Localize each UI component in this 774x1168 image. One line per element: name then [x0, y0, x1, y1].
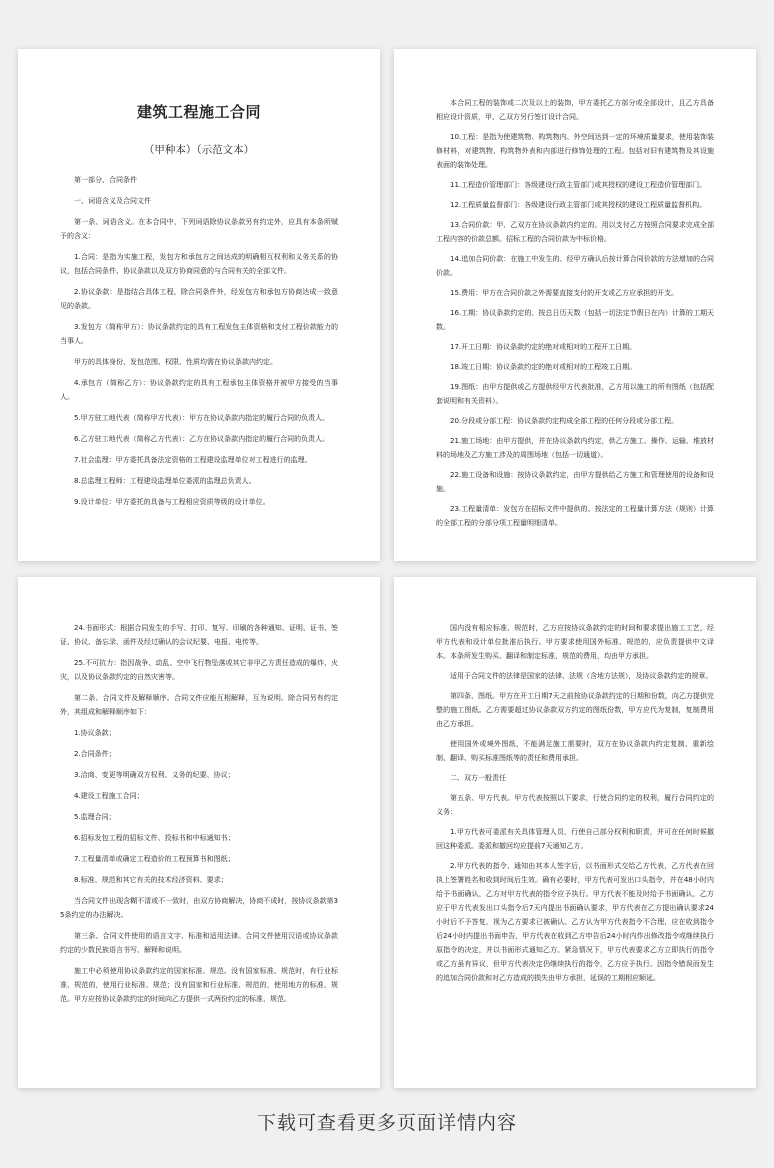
body-paragraph: 25.不可抗力：指因战争、动乱、空中飞行物坠落或其它非甲乙方责任造成的爆炸、火灾，以及协议条款约定的自然灾害等。 — [60, 659, 338, 681]
body-paragraph: 甲方的具体身份、发包范围、权限、性质均需在协议条款内约定。 — [74, 358, 277, 366]
body-paragraph: 5.甲方驻工地代表（简称甲方代表）：甲方在协议条款内指定的履行合同的负责人。 — [74, 414, 330, 422]
body-paragraph: 8.标准、规范和其它有关的技术经济资料、要求； — [74, 876, 228, 884]
body-paragraph: 22.施工设备和设施：按协议条款约定，由甲方提供给乙方施工和管理使用的设备和设施。 — [436, 471, 714, 493]
page-content — [436, 577, 714, 985]
body-paragraph: 9.设计单位：甲方委托的具备与工程相应资质等级的设计单位。 — [74, 498, 270, 506]
body-paragraph: 3.洽商、变更等明确双方权利、义务的纪要、协议； — [74, 771, 235, 779]
body-paragraph: 7.社会监理：甲方委托具备法定资格的工程建设监理单位对工程进行的监理。 — [74, 456, 312, 464]
body-paragraph: 20.分段或分部工程：协议条款约定构成全部工程的任何分段或分部工程。 — [450, 417, 679, 425]
contract-subtitle: （甲种本）（示范文本） — [143, 144, 255, 156]
contract-title: 建筑工程施工合同 — [136, 103, 261, 121]
body-paragraph: 二、双方一般责任 — [450, 774, 506, 782]
body-paragraph: 2.协议条款：是指结合具体工程，除合同条件外，经发包方和承包方协商达成一致意见的条款。 — [60, 288, 338, 310]
body-paragraph: 17.开工日期：协议条款约定的绝对或相对的工程开工日期。 — [450, 343, 637, 351]
body-paragraph: 第一部分、合同条件 — [74, 176, 137, 184]
body-paragraph: 16.工期：协议条款约定的、按总日历天数（包括一切法定节假日在内）计算的工期天数。 — [436, 309, 714, 331]
body-paragraph: 国内没有相应标准、规范时，乙方应按协议条款约定的时间和要求提出施工工艺，经甲方代表和设计单位批准后执行。甲方要求使用国外标准、规范的，应负责提供中文译本。本条所发生购买、翻译和制定标准、规范的费用，均由甲方承担。 — [436, 624, 714, 660]
body-paragraph: 10.工程：是指为使建筑物、构筑物内、外空间达到一定的环境质量要求，使用装饰装修材料，对建筑物、构筑物外表和内部进行修饰处理的工程。包括对旧有建筑物及其设施表面的装饰处理。 — [436, 133, 714, 169]
body-paragraph: 21.施工场地：由甲方提供，并在协议条款内约定，供乙方施工、操作、运输、堆放材料的场地及乙方施工涉及的周围场地（包括一切通道）。 — [436, 437, 714, 459]
body-paragraph: 第三条、合同文件使用的语言文字、标准和适用法律。合同文件使用汉语或协议条款约定的少数民族语言书写、解释和说明。 — [60, 932, 338, 954]
document-page-1 — [18, 49, 380, 561]
page-content — [60, 173, 338, 509]
body-paragraph: 施工中必须使用协议条款约定的国家标准、规范。没有国家标准、规范时，有行业标准、规范的，使用行业标准、规范；没有国家和行业标准、规范的，使用地方的标准、规范。甲方应按协议条款约定的时间向乙方提供一式两份约定的标准、规范。 — [60, 967, 338, 1003]
body-paragraph: 13.合同价款：甲、乙双方在协议条款内约定的、用以支付乙方按照合同要求完成全部工程内容的价款总额。招标工程的合同价款为中标价格。 — [436, 221, 714, 243]
body-paragraph: 15.费用：甲方在合同价款之外需要直接支付的开支或乙方应承担的开支。 — [450, 289, 679, 297]
body-paragraph: 18.竣工日期：协议条款约定的绝对或相对的工程竣工日期。 — [450, 363, 637, 371]
body-paragraph: 12.工程质量监督部门：各级建设行政主管部门或其授权的建设工程质量监督机构。 — [450, 201, 707, 209]
body-paragraph: 24.书面形式：根据合同发生的手写、打印、复写、印刷的各种通知、证明、证书、签证、协议、备忘录、函件及经过确认的会议纪要、电报、电传等。 — [60, 624, 338, 646]
body-paragraph: 一、词语含义及合同文件 — [74, 197, 151, 205]
body-paragraph: 4.建设工程施工合同； — [74, 792, 144, 800]
body-paragraph: 1.合同：是指为实施工程，发包方和承包方之间达成的明确相互权利和义务关系的协议，包括合同条件、协议条款以及双方协商同意的与合同有关的全部文件。 — [60, 253, 338, 275]
body-paragraph: 5.监理合同； — [74, 813, 116, 821]
body-paragraph: 3.发包方（简称甲方）：协议条款约定的具有工程发包主体资格和支付工程价款能力的当事人。 — [60, 323, 338, 345]
body-paragraph: 第五条、甲方代表。甲方代表按照以下要求，行使合同约定的权利，履行合同约定的义务： — [436, 794, 714, 816]
body-paragraph: 使用国外或境外图纸，不能满足施工需要时，双方在协议条款内约定复制、重新绘制、翻译、购买标准图纸等的责任和费用承担。 — [436, 740, 714, 762]
body-paragraph: 当合同文件出现含糊不清或不一致时，由双方协商解决，协商不成时，按协议条款第35条约定的办法解决。 — [60, 897, 338, 919]
body-paragraph: 第一条、词语含义。在本合同中，下列词语除协议条款另有约定外，应具有本条所赋予的含义： — [60, 218, 338, 240]
body-paragraph: 23.工程量清单：发包方在招标文件中提供的、按法定的工程量计算方法（规则）计算的全部工程的分部分项工程量明细清单。 — [436, 505, 714, 527]
body-paragraph: 1.甲方代表可委派有关具体管理人员，行使自己部分权利和职责，并可在任何时候撤回这种委派。委派和撤回均应提前7天通知乙方。 — [436, 828, 714, 850]
page-content — [436, 49, 714, 530]
body-paragraph: 1.协议条款； — [74, 729, 116, 737]
body-paragraph: 19.图纸：由甲方提供或乙方提供经甲方代表批准，乙方用以施工的所有图纸（包括配套说明和有关资料）。 — [436, 383, 714, 405]
page-content — [60, 577, 338, 1006]
body-paragraph: 4.承包方（简称乙方）：协议条款约定的具有工程承包主体资格并被甲方接受的当事人。 — [60, 379, 338, 401]
body-paragraph: 2.合同条件； — [74, 750, 116, 758]
body-paragraph: 适用于合同文件的法律是国家的法律、法规（含地方法规），及协议条款约定的规章。 — [450, 672, 713, 680]
body-paragraph: 8.总监理工程师：工程建设监理单位委派的监理总负责人。 — [74, 477, 256, 485]
document-page-3 — [18, 577, 380, 1088]
body-paragraph: 2.甲方代表的指令、通知由其本人签字后，以书面形式交给乙方代表，乙方代表在回执上签署姓名和收到时间后生效。确有必要时，甲方代表可发出口头指令，并在48小时内给予书面确认，乙方对甲方代表的指令应予执行。甲方代表不能及时给予书面确认，乙方应于甲方代表发出口头指令后7天内提出书面确认要求，甲方代表在乙方提出确认要求24小时后不予答复，视为乙方要求已被确认。乙方认为甲方代表指令不合理，应在收到指令后24小时内提出书面申告，甲方代表在收到乙方申告后24小时内作出修改指令或继续执行原指令的决定，并以书面形式通知乙方。紧急情况下，甲方代表要求乙方立即执行的指令或乙方虽有异议，但甲方代表决定仍继续执行的指令，乙方应予执行。因指令错误而发生的追加合同价款和对乙方造成的损失由甲方承担，延误的工期相应顺延。 — [436, 862, 714, 982]
body-paragraph: 6.招标发包工程的招标文件、投标书和中标通知书； — [74, 834, 235, 842]
body-paragraph: 11.工程造价管理部门：各级建设行政主管部门或其授权的建设工程造价管理部门。 — [450, 181, 707, 189]
body-paragraph: 第四条、图纸。甲方在开工日期7天之前按协议条款约定的日期和份数，向乙方提供完整的施工图纸。乙方需要超过协议条款双方约定的图纸份数，甲方应代为复制，复制费用由乙方承担。 — [436, 692, 714, 728]
document-page-2 — [394, 49, 756, 561]
body-paragraph: 7.工程量清单或确定工程造价的工程预算书和图纸； — [74, 855, 235, 863]
download-more-caption: 下载可查看更多页面详情内容 — [256, 1112, 517, 1134]
body-paragraph: 第二条、合同文件及解释顺序。合同文件应能互相解释，互为说明。除合同另有约定外，其组成和解释顺序如下： — [60, 694, 338, 716]
body-paragraph: 本合同工程的装饰或二次及以上的装饰，甲方委托乙方部分或全部设计，且乙方具备相应设计资质，甲、乙双方另行签订设计合同。 — [436, 99, 714, 121]
document-page-4 — [394, 577, 756, 1088]
body-paragraph: 14.追加合同价款：在施工中发生的、经甲方确认后按计算合同价款的方法增加的合同价款。 — [436, 255, 714, 277]
body-paragraph: 6.乙方驻工地代表（简称乙方代表）：乙方在协议条款内指定的履行合同的负责人。 — [74, 435, 330, 443]
